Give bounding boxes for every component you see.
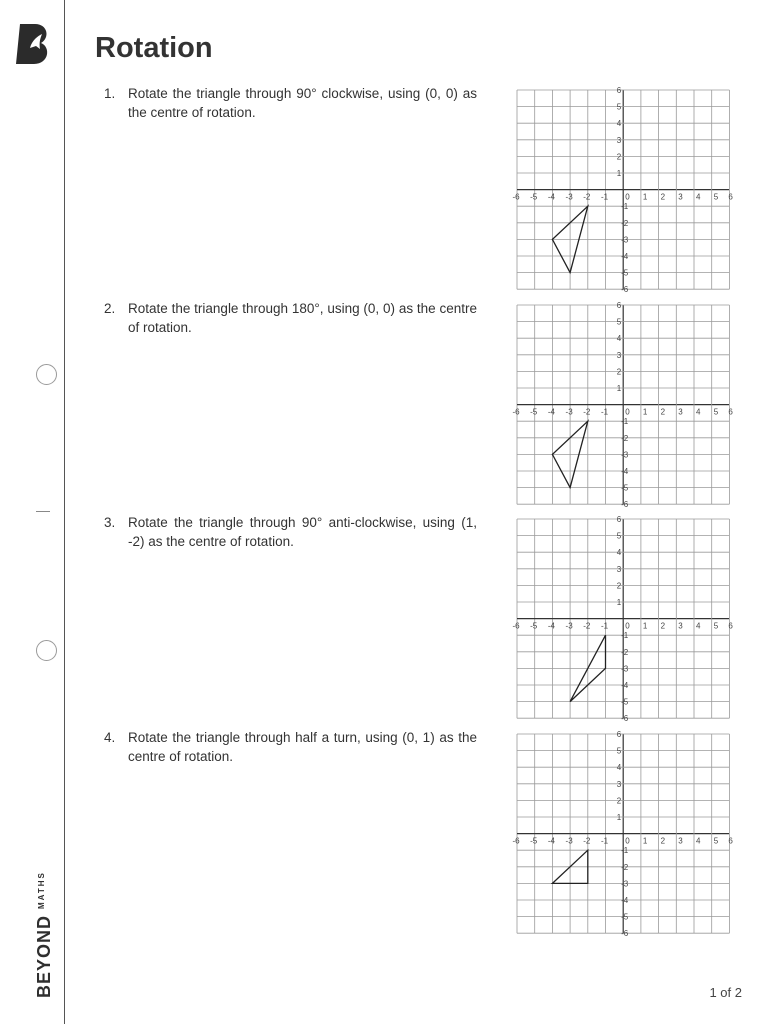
question-1 — [104, 84, 477, 122]
y-tick-label: 5 — [616, 102, 622, 112]
x-tick-label: 0 — [625, 621, 630, 631]
y-tick-label: 5 — [616, 531, 622, 541]
x-tick-label: 4 — [696, 407, 701, 417]
coordinate-grid-3 — [512, 513, 734, 725]
x-tick-label: 5 — [713, 836, 719, 846]
y-tick-label: 1 — [616, 169, 622, 178]
y-tick-label: 1 — [616, 813, 622, 822]
brand-main: BEYOND — [34, 914, 54, 998]
y-tick-label: -2 — [621, 218, 629, 228]
x-tick-label: -5 — [530, 407, 538, 417]
question-number: 2. — [104, 301, 116, 316]
x-tick-label: 1 — [642, 407, 648, 417]
y-tick-label: -3 — [621, 450, 629, 460]
x-tick-label: -2 — [583, 621, 591, 631]
coordinate-grid-1 — [512, 84, 734, 296]
y-tick-label: -5 — [621, 483, 629, 493]
x-tick-label: 5 — [713, 192, 719, 202]
x-tick-label: 3 — [678, 407, 683, 417]
y-tick-label: 1 — [616, 598, 622, 607]
x-tick-label: -3 — [565, 407, 573, 417]
y-tick-label: 2 — [616, 152, 622, 162]
x-tick-label: -2 — [583, 407, 591, 417]
y-tick-label: 1 — [616, 384, 622, 393]
y-tick-label: -1 — [621, 202, 629, 212]
y-tick-label: 3 — [616, 135, 622, 145]
question-text: Rotate the triangle through 180°, using (0, 0) as the centre of rotation. — [128, 301, 477, 335]
y-tick-label: 3 — [616, 564, 622, 574]
y-tick-label: 4 — [616, 763, 622, 773]
page-indicator: 1 of 2 — [709, 985, 742, 1000]
x-tick-label: -3 — [565, 836, 573, 846]
brand-wordmark — [34, 871, 55, 998]
y-tick-label: -2 — [621, 647, 629, 657]
x-tick-label: -3 — [565, 621, 573, 631]
x-tick-label: 5 — [713, 621, 719, 631]
y-tick-label: -3 — [621, 879, 629, 889]
y-tick-label: 5 — [616, 317, 622, 327]
x-tick-label: 4 — [696, 621, 701, 631]
y-tick-label: 2 — [616, 796, 622, 806]
x-tick-label: 6 — [728, 407, 733, 417]
y-tick-label: -6 — [621, 285, 629, 295]
x-tick-label: -2 — [583, 192, 591, 202]
x-tick-label: 2 — [660, 836, 666, 846]
x-tick-label: 2 — [660, 407, 666, 417]
y-tick-label: 4 — [616, 334, 622, 344]
question-number: 3. — [104, 515, 116, 530]
x-tick-label: 2 — [660, 621, 666, 631]
question-text: Rotate the triangle through half a turn, using (0, 1) as the centre of rotation. — [128, 730, 477, 764]
question-number: 1. — [104, 86, 116, 101]
x-tick-label: 0 — [625, 407, 630, 417]
y-tick-label: -4 — [621, 681, 629, 690]
y-tick-label: -6 — [621, 500, 629, 510]
y-tick-label: 6 — [616, 301, 622, 310]
x-tick-label: -5 — [530, 192, 538, 202]
x-tick-label: 4 — [696, 192, 701, 202]
brand-sub: MATHS — [37, 871, 46, 909]
y-tick-label: -6 — [621, 929, 629, 939]
page-title: Rotation — [95, 32, 213, 64]
question-2 — [104, 299, 477, 337]
y-tick-label: -2 — [621, 862, 629, 872]
y-tick-label: 2 — [616, 367, 622, 377]
y-tick-label: 2 — [616, 581, 622, 591]
x-tick-label: -1 — [600, 192, 609, 202]
x-tick-label: 6 — [728, 621, 733, 631]
x-tick-label: -4 — [547, 621, 555, 631]
question-3 — [104, 513, 477, 551]
x-tick-label: -6 — [512, 621, 520, 631]
y-tick-label: -5 — [621, 268, 629, 278]
y-tick-label: -3 — [621, 235, 629, 245]
x-tick-label: 1 — [642, 836, 648, 846]
punch-hole-upper — [36, 364, 57, 385]
x-tick-label: -2 — [583, 836, 591, 846]
y-tick-label: -5 — [621, 697, 629, 707]
x-tick-label: 0 — [625, 836, 630, 846]
fold-mark — [36, 511, 50, 512]
y-tick-label: 6 — [616, 730, 622, 739]
question-text: Rotate the triangle through 90° anti-clockwise, using (1, -2) as the centre of rotation. — [128, 515, 477, 549]
y-tick-label: -3 — [621, 664, 629, 674]
y-tick-label: 6 — [616, 515, 622, 524]
x-tick-label: -1 — [600, 836, 609, 846]
x-tick-label: 1 — [642, 192, 648, 202]
question-text: Rotate the triangle through 90° clockwise, using (0, 0) as the centre of rotation. — [128, 86, 477, 120]
x-tick-label: -6 — [512, 192, 520, 202]
y-tick-label: -1 — [621, 417, 629, 427]
x-tick-label: -3 — [565, 192, 573, 202]
y-tick-label: -4 — [621, 896, 629, 905]
y-tick-label: -4 — [621, 467, 629, 476]
coordinate-grid-2 — [512, 299, 734, 511]
y-tick-label: -4 — [621, 252, 629, 261]
y-tick-label: 3 — [616, 779, 622, 789]
y-tick-label: 5 — [616, 746, 622, 756]
x-tick-label: -5 — [530, 836, 538, 846]
y-tick-label: -6 — [621, 714, 629, 724]
beyond-logo-icon — [14, 22, 52, 66]
y-tick-label: -1 — [621, 846, 629, 856]
margin-rule — [64, 0, 65, 1024]
question-number: 4. — [104, 730, 116, 745]
x-tick-label: 4 — [696, 836, 701, 846]
x-tick-label: 5 — [713, 407, 719, 417]
y-tick-label: -1 — [621, 631, 629, 641]
question-4 — [104, 728, 477, 766]
x-tick-label: 3 — [678, 621, 683, 631]
x-tick-label: 3 — [678, 192, 683, 202]
x-tick-label: -6 — [512, 407, 520, 417]
x-tick-label: -1 — [600, 407, 609, 417]
x-tick-label: -4 — [547, 836, 555, 846]
x-tick-label: 6 — [728, 192, 733, 202]
x-tick-label: 0 — [625, 192, 630, 202]
x-tick-label: 2 — [660, 192, 666, 202]
x-tick-label: -5 — [530, 621, 538, 631]
y-tick-label: 6 — [616, 86, 622, 95]
x-tick-label: -4 — [547, 192, 555, 202]
coordinate-grid-4 — [512, 728, 734, 940]
x-tick-label: -1 — [600, 621, 609, 631]
punch-hole-lower — [36, 640, 57, 661]
y-tick-label: -5 — [621, 912, 629, 922]
y-tick-label: 3 — [616, 350, 622, 360]
x-tick-label: -4 — [547, 407, 555, 417]
x-tick-label: 3 — [678, 836, 683, 846]
y-tick-label: -2 — [621, 433, 629, 443]
x-tick-label: 1 — [642, 621, 648, 631]
y-tick-label: 4 — [616, 119, 622, 129]
x-tick-label: -6 — [512, 836, 520, 846]
y-tick-label: 4 — [616, 548, 622, 558]
x-tick-label: 6 — [728, 836, 733, 846]
